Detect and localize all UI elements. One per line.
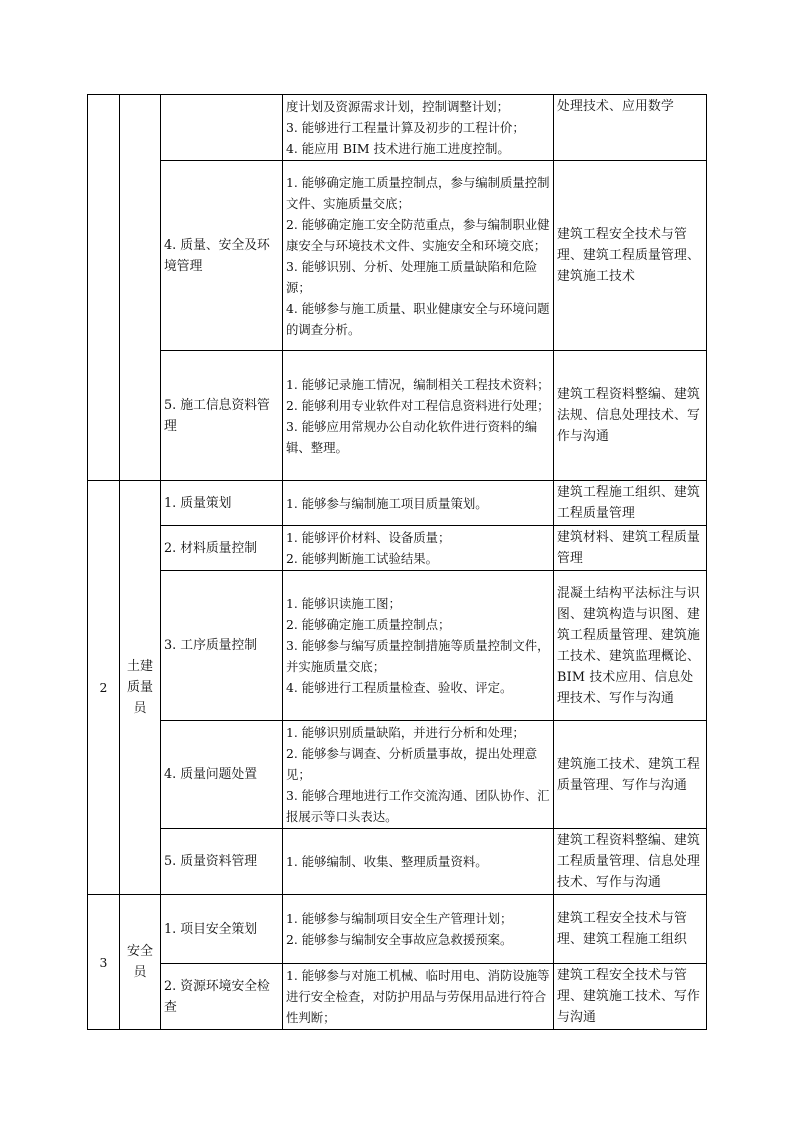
course-cell: 建筑施工技术、建筑工程质量管理、写作与沟通 — [554, 721, 707, 829]
course-cell: 建筑工程安全技术与管理、建筑工程施工组织 — [554, 895, 707, 964]
ability-cell — [283, 526, 554, 571]
work-task: 4. 质量、安全及环境管理 — [161, 161, 283, 351]
ability-cell — [283, 351, 554, 481]
ability-item: 1. 能够识别质量缺陷，并进行分析和处理； — [286, 725, 525, 740]
ability-cell — [283, 721, 554, 829]
ability-item: 2. 能够确定施工安全防范重点，参与编制职业健康安全与环境技术文件、实施安全和环境交底； — [286, 216, 550, 253]
table-row — [88, 721, 707, 829]
ability-item: 2. 能够确定施工质量控制点； — [286, 617, 451, 632]
ability-item: 2. 能够利用专业软件对工程信息资料进行处理； — [286, 397, 550, 413]
work-task: 2. 资源环境安全检查 — [161, 964, 283, 1030]
table-row — [88, 964, 707, 1030]
ability-item: 3. 能够合理地进行工作交流沟通、团队协作、汇报展示等口头表达。 — [286, 788, 550, 824]
work-task: 1. 质量策划 — [161, 481, 283, 526]
row-number: 2 — [88, 481, 120, 895]
ability-item: 1. 能够确定施工质量控制点，参与编制质量控制文件、实施质量交底； — [286, 174, 550, 211]
table-row — [88, 571, 707, 721]
ability-item: 1. 能够参与编制施工项目质量策划。 — [286, 495, 488, 511]
ability-cell — [283, 571, 554, 721]
table-row — [88, 161, 707, 351]
ability-item: 3. 能够应用常规办公自动化软件进行资料的编辑、整理。 — [286, 418, 538, 455]
course-cell: 建筑材料、建筑工程质量管理 — [554, 526, 707, 571]
ability-item: 4. 能应用 BIM 技术进行施工进度控制。 — [286, 141, 510, 156]
table-row — [88, 526, 707, 571]
work-task: 4. 质量问题处置 — [161, 721, 283, 829]
ability-item: 3. 能够参与编写质量控制措施等质量控制文件，并实施质量交底； — [286, 638, 550, 674]
work-task: 5. 施工信息资料管理 — [161, 351, 283, 481]
ability-cell — [283, 895, 554, 964]
ability-cell — [283, 481, 554, 526]
job-role: 土建质量员 — [120, 481, 161, 895]
ability-item: 1. 能够记录施工情况，编制相关工程技术资料； — [286, 376, 550, 392]
course-cell: 建筑工程资料整编、建筑法规、信息处理技术、写作与沟通 — [554, 351, 707, 481]
row-number: 3 — [88, 895, 120, 1030]
table-row — [88, 895, 707, 964]
work-task — [161, 95, 283, 161]
course-cell: 建筑工程资料整编、建筑工程质量管理、信息处理技术、写作与沟通 — [554, 829, 707, 895]
ability-cell — [283, 95, 554, 161]
curriculum-table — [87, 94, 707, 1030]
ability-cell — [283, 964, 554, 1030]
course-cell: 建筑工程施工组织、建筑工程质量管理 — [554, 481, 707, 526]
table-row — [88, 829, 707, 895]
ability-item: 1. 能够识读施工图； — [286, 596, 401, 611]
table-row — [88, 351, 707, 481]
ability-item: 1. 能够编制、收集、整理质量资料。 — [286, 854, 488, 869]
ability-item: 2. 能够判断施工试验结果。 — [286, 551, 439, 566]
table-row — [88, 481, 707, 526]
ability-item: 3. 能够识别、分析、处理施工质量缺陷和危险源； — [286, 258, 538, 295]
work-task: 2. 材料质量控制 — [161, 526, 283, 571]
work-task: 1. 项目安全策划 — [161, 895, 283, 964]
ability-item: 2. 能够参与调查、分析质量事故，提出处理意见； — [286, 746, 538, 782]
table-row — [88, 95, 707, 161]
job-role: 安全员 — [120, 895, 161, 1030]
ability-item: 3. 能够进行工程量计算及初步的工程计价； — [286, 120, 525, 135]
ability-cell — [283, 829, 554, 895]
course-cell: 处理技术、应用数学 — [554, 95, 707, 161]
ability-item: 4. 能够进行工程质量检查、验收、评定。 — [286, 680, 513, 695]
work-task: 5. 质量资料管理 — [161, 829, 283, 895]
ability-item: 1. 能够评价材料、设备质量； — [286, 530, 451, 545]
work-task: 3. 工序质量控制 — [161, 571, 283, 721]
course-cell: 混凝土结构平法标注与识图、建筑构造与识图、建筑工程质量管理、建筑施工技术、建筑监理概论、BIM 技术应用、信息处理技术、写作与沟通 — [554, 571, 707, 721]
row-number — [88, 95, 120, 481]
job-role — [120, 95, 161, 481]
ability-cell — [283, 161, 554, 351]
course-cell: 建筑工程安全技术与管理、建筑工程质量管理、建筑施工技术 — [554, 161, 707, 351]
ability-item: 度计划及资源需求计划，控制调整计划； — [286, 99, 510, 114]
ability-item: 1. 能够参与对施工机械、临时用电、消防设施等进行安全检查，对防护用品与劳保用品进行符合性判断； — [286, 968, 550, 1025]
ability-item: 2. 能够参与编制安全事故应急救援预案。 — [286, 932, 513, 947]
ability-item: 1. 能够参与编制项目安全生产管理计划； — [286, 911, 513, 926]
ability-item: 4. 能够参与施工质量、职业健康安全与环境问题的调查分析。 — [286, 300, 550, 337]
course-cell: 建筑工程安全技术与管理、建筑施工技术、写作与沟通 — [554, 964, 707, 1030]
